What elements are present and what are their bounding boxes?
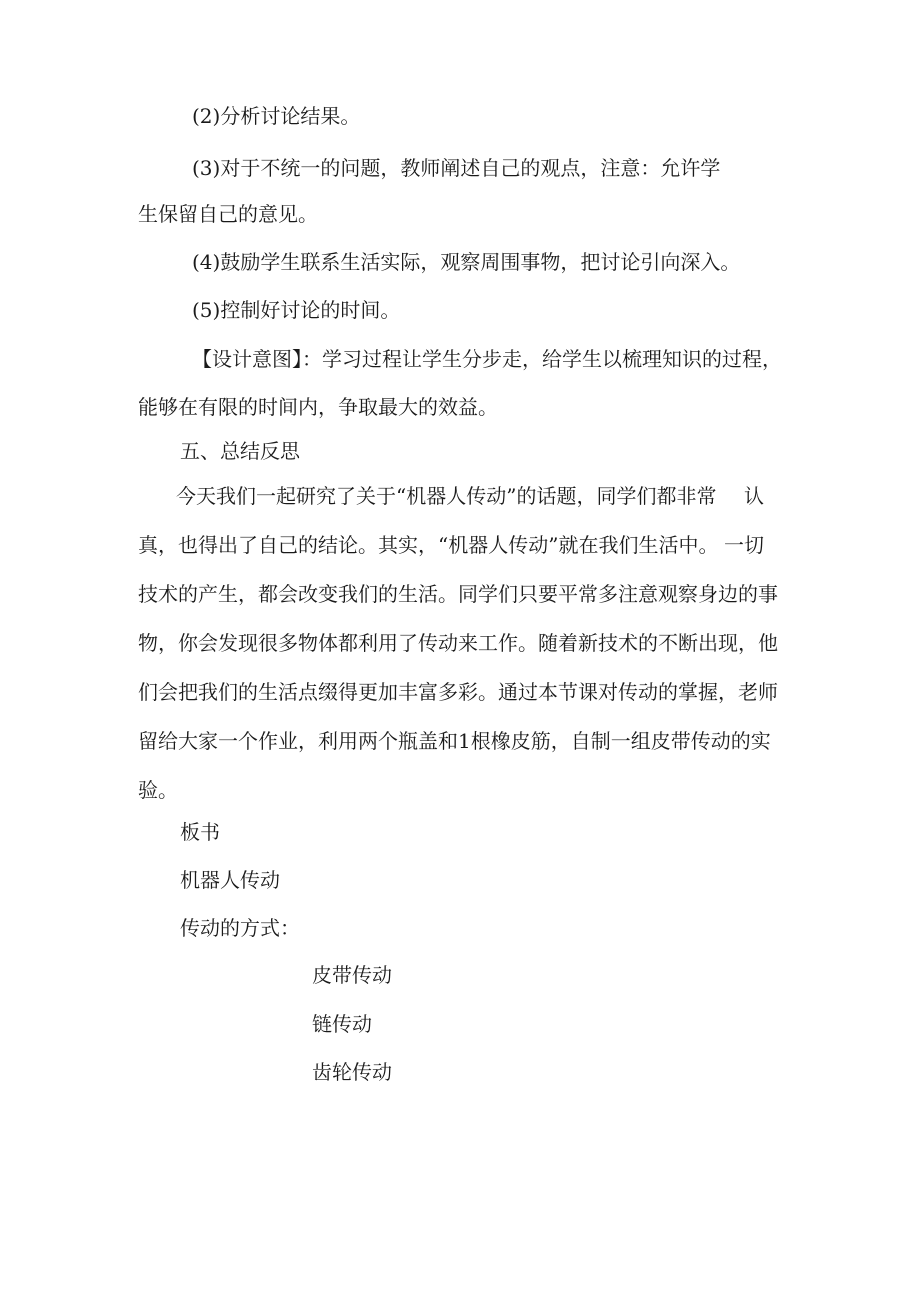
design-intent-line1 bbox=[192, 346, 782, 372]
summary-line bbox=[138, 777, 764, 803]
design-intent-line1-tail: 程， bbox=[742, 347, 782, 371]
summary-line-left: 留给大家一个作业，利用两个瓶盖和1根橡皮筋， bbox=[138, 729, 571, 753]
summary-line-left: 今天我们一起研究了关于“机器人传动”的话题，同学们都非常 bbox=[176, 484, 717, 508]
board-label: 板书 bbox=[180, 820, 220, 844]
summary-line-right: 一切 bbox=[724, 533, 764, 557]
summary-line bbox=[138, 581, 778, 607]
summary-line-left: 技术的产生，都会改变我们的生活。同学们只要平常多注意观察 bbox=[138, 582, 698, 606]
summary-line-right: 认 bbox=[744, 484, 764, 508]
summary-line bbox=[138, 679, 778, 705]
summary-line bbox=[138, 483, 764, 509]
board-title: 机器人传动 bbox=[180, 868, 280, 892]
summary-line-right: 传动的掌握，老师 bbox=[618, 680, 778, 704]
step-3-text-line2: 生保留自己的意见。 bbox=[138, 202, 318, 226]
summary-line-right: 自制一组皮带传动的实 bbox=[570, 729, 771, 753]
summary-line bbox=[138, 532, 764, 558]
design-intent-line1-main: 【设计意图】：学习过程让学生分步走，给学生以梳理知识的过 bbox=[192, 347, 742, 371]
board-ways-label: 传动的方式： bbox=[180, 916, 300, 940]
step-2-text: (2)分析讨论结果。 bbox=[192, 104, 361, 128]
board-way-item: 齿轮传动 bbox=[312, 1060, 392, 1084]
summary-line-left: 真，也得出了自己的结论。其实，“机器人传动”就在我们生活中。 bbox=[138, 533, 719, 557]
step-3-text-line1: (3)对于不统一的问题，教师阐述自己的观点，注意：允许学 bbox=[192, 156, 721, 180]
design-intent-line2: 能够在有限的时间内，争取最大的效益。 bbox=[138, 395, 498, 419]
board-way-item: 链传动 bbox=[312, 1012, 372, 1036]
summary-line bbox=[138, 728, 771, 754]
board-way-item: 皮带传动 bbox=[312, 963, 392, 987]
section-heading: 五、总结反思 bbox=[180, 439, 300, 463]
summary-paragraph bbox=[138, 483, 778, 826]
summary-line-left: 们会把我们的生活点缀得更加丰富多彩。通过本节课对 bbox=[138, 680, 618, 704]
summary-line-left: 物，你会发现很多物体都利用了传动来工作。随着新技术的 bbox=[138, 631, 658, 655]
summary-line-right: 身边的事 bbox=[698, 582, 778, 606]
summary-line-left: 验。 bbox=[138, 778, 178, 802]
summary-line-right: 不断出现，他 bbox=[658, 631, 778, 655]
step-4-text: (4)鼓励学生联系生活实际，观察周围事物，把讨论引向深入。 bbox=[192, 250, 741, 274]
step-5-text: (5)控制好讨论的时间。 bbox=[192, 298, 401, 322]
summary-line bbox=[138, 630, 778, 656]
